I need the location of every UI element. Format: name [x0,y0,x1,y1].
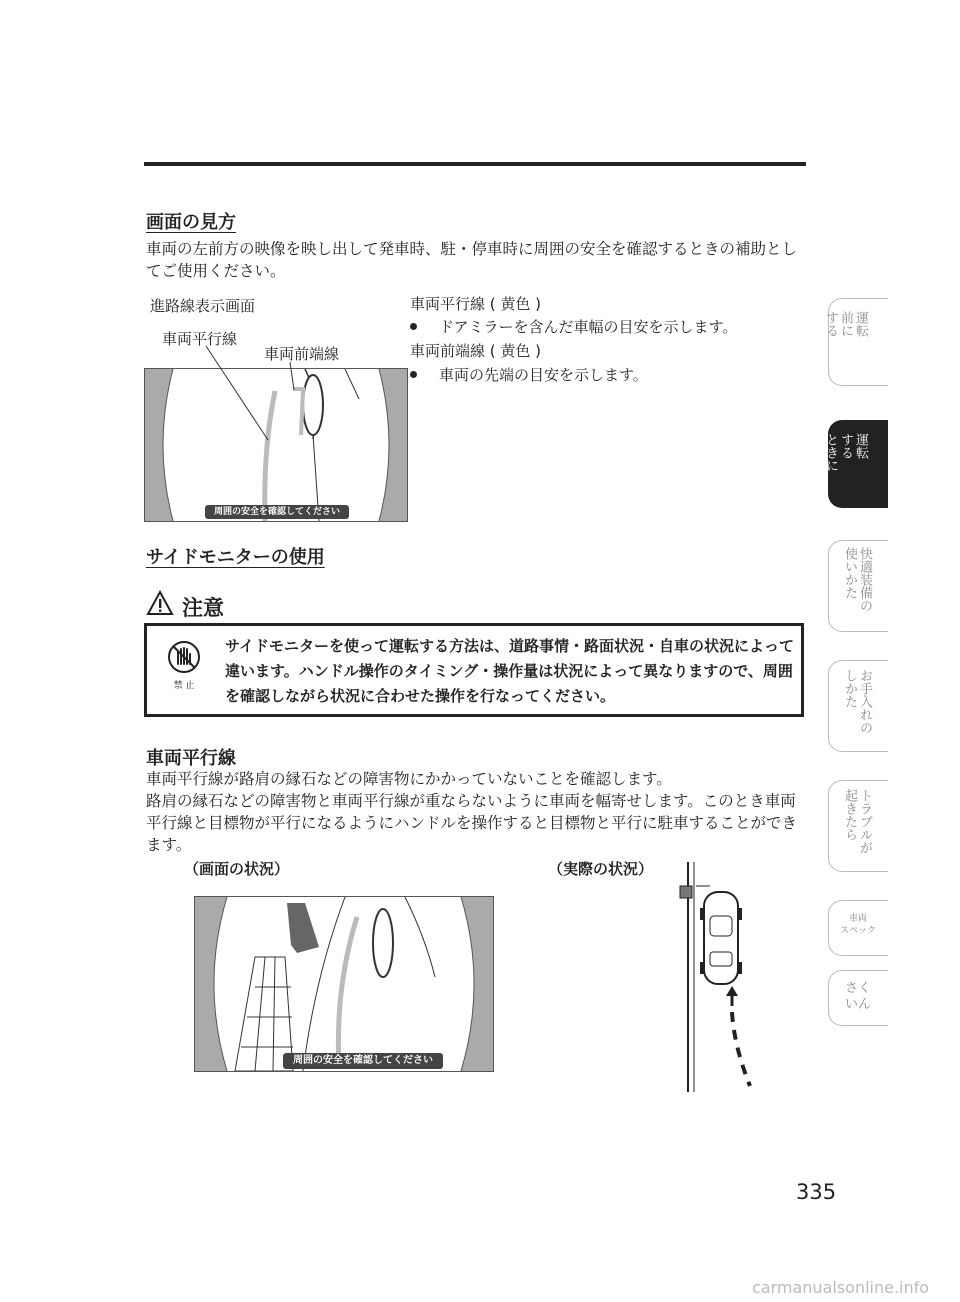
prohibition-hand-icon [167,640,201,674]
side-tab-label: 快適装備の 使いかた [842,547,872,612]
side-tab-label: 運転 する ときに [823,433,868,472]
bullet-icon [410,371,417,378]
target-object-icon [680,886,692,898]
side-tab-label: トラブルが 起きたら [842,789,872,854]
caption-screen-situation: （画面の状況） [184,860,290,878]
watermark: carmanualsonline.info [752,1278,930,1297]
side-tab-label: お手入れの しかた [842,669,872,734]
legend-item2-bullet [410,364,648,385]
leader-lines-figure-1 [144,280,414,450]
section-heading-screen-view: 画面の見方 [146,212,236,233]
side-tab-label: さく いん [844,981,871,1012]
section-heading-side-monitor: サイドモニターの使用 [146,547,325,568]
legend-item2-title: 車両前端線 ( 黄色 ) [410,342,542,360]
side-tab-comfort-features[interactable] [828,540,888,632]
label-route-display: 進路線表示画面 [150,297,256,315]
side-tab-index[interactable] [828,970,888,1026]
camera-screen-figure-2 [194,896,494,1072]
intro-paragraph: 車両の左前方の映像を映し出して発車時、駐・停車時に周囲の安全を確認するときの補助としてご使用ください。 [146,240,798,280]
caption-actual-situation: （実際の状況） [548,860,654,878]
top-rule [144,162,806,166]
parallel-para-2: 路肩の縁石などの障害物と車両平行線が重ならないように車両を幅寄せします。このとき車両平行線と目標物が平行になるようにハンドルを操作すると目標物と平行に駐車することができます。 [146,792,798,854]
caution-box [144,623,804,717]
caution-text: サイドモニターを使って運転する方法は、道路事情・路面状況・自車の状況によって違います。ハンドル操作のタイミング・操作量は状況によって異なりますので、周囲を確認しながら状況に合わせた操作を行なってください。 [225,637,794,705]
legend-item1-bullet [410,316,737,337]
direction-arrow-icon [726,986,738,996]
parking-top-down-diagram [660,856,770,1092]
side-tab-label: 車両 スペック [839,914,876,936]
screen-banner-2: 周囲の安全を確認してください [293,1055,433,1066]
car-icon [704,892,738,984]
caution-title: 注意 [182,596,224,620]
side-tab-while-driving[interactable] [823,420,888,508]
side-tab-before-driving[interactable] [823,298,888,386]
side-tab-troubleshooting[interactable] [828,780,888,872]
legend-item1-desc: ドアミラーを含んだ車幅の目安を示します。 [439,318,738,336]
page-number: 335 [796,1180,837,1204]
camera-view-drawing-2 [195,897,493,1071]
side-tab-maintenance[interactable] [828,660,888,752]
side-tab-label: 運転 前に する [823,311,868,337]
parallel-para-1: 車両平行線が路肩の縁石などの障害物にかかっていないことを確認します。 [146,770,672,788]
side-tab-specs[interactable] [828,900,888,956]
label-vehicle-front-line: 車両前端線 [264,345,340,363]
screen-banner-1: 周囲の安全を確認してください [213,507,340,517]
legend-item1-title: 車両平行線 ( 黄色 ) [410,295,542,313]
prohibition-label: 禁 止 [173,681,195,691]
bullet-icon [410,323,417,330]
legend-item2-desc: 車両の先端の目安を示します。 [439,366,648,384]
warning-triangle-icon [146,590,174,616]
label-vehicle-parallel-line: 車両平行線 [162,330,238,348]
section-heading-parallel-line: 車両平行線 [146,748,236,769]
